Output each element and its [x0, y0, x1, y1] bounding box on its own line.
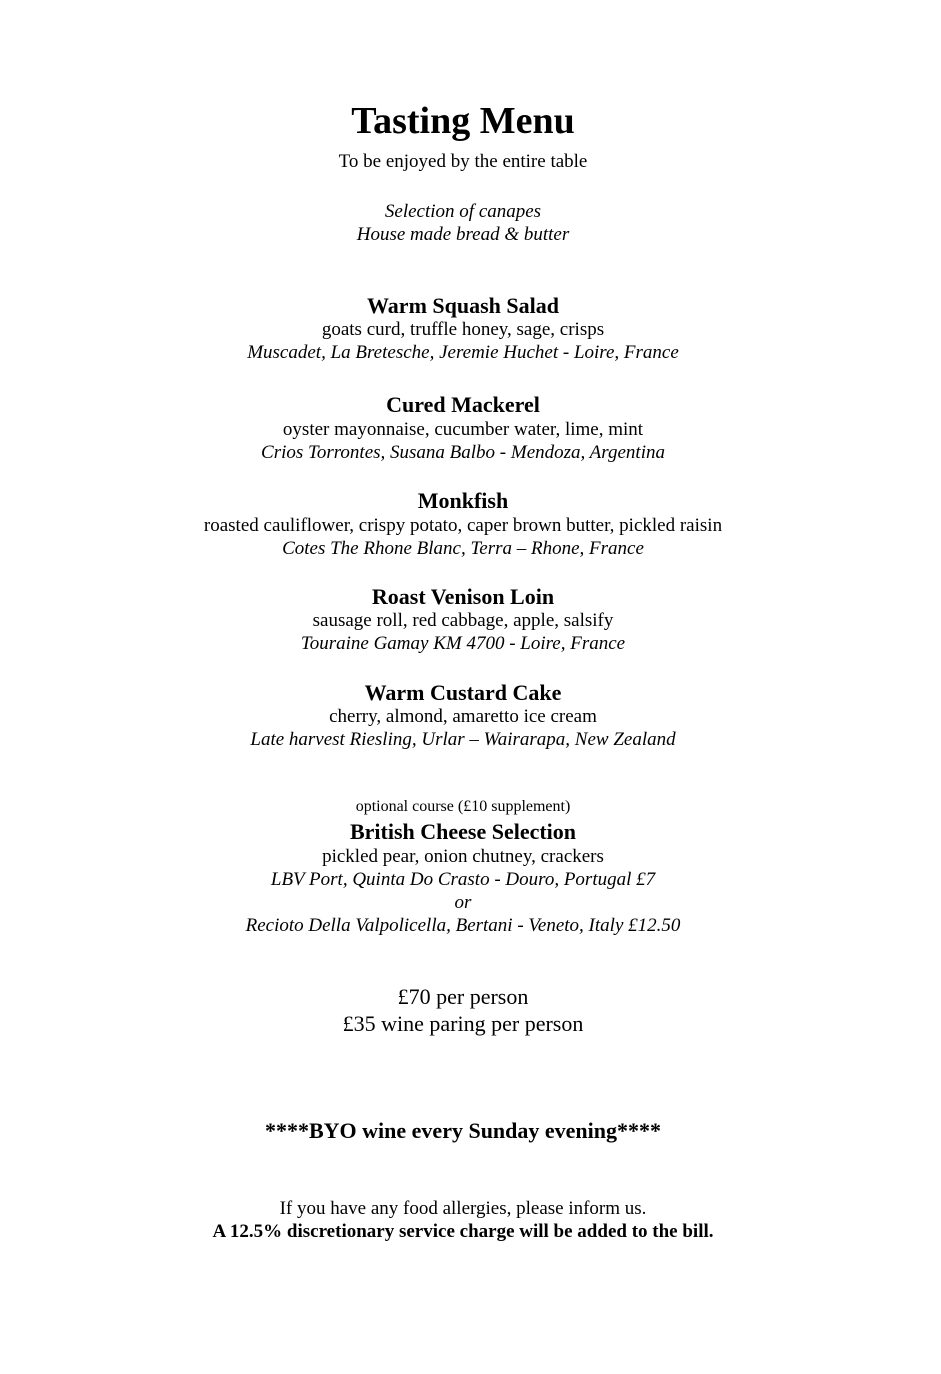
service-charge-notice: A 12.5% discretionary service charge will be added to the bill. [212, 1221, 714, 1242]
course-description: goats curd, truffle honey, sage, crisps [321, 319, 605, 340]
optional-course-or: or [454, 892, 472, 913]
course-description: roasted cauliflower, crispy potato, caper brown butter, pickled raisin [203, 515, 723, 536]
bread-note: House made bread & butter [356, 224, 570, 245]
course-title: Monkfish [417, 488, 509, 513]
course-wine: Late harvest Riesling, Urlar – Wairarapa, New Zealand [250, 729, 676, 750]
course-wine: Cotes The Rhone Blanc, Terra – Rhone, France [282, 538, 644, 559]
course-description: sausage roll, red cabbage, apple, salsify [312, 610, 614, 631]
course-description: oyster mayonnaise, cucumber water, lime, mint [282, 419, 644, 440]
course-title: Warm Custard Cake [364, 680, 562, 705]
optional-course-wine-2: Recioto Della Valpolicella, Bertani - Veneto, Italy £12.50 [245, 915, 681, 936]
course-wine: Crios Torrontes, Susana Balbo - Mendoza, Argentina [261, 442, 665, 463]
course-title: Roast Venison Loin [371, 584, 555, 609]
page-subtitle: To be enjoyed by the entire table [338, 151, 588, 172]
price-per-person: £70 per person [397, 984, 529, 1009]
optional-course-note: optional course (£10 supplement) [355, 798, 571, 815]
wine-pairing-price: £35 wine paring per person [342, 1011, 584, 1036]
optional-course-title: British Cheese Selection [349, 819, 577, 844]
course-wine: Muscadet, La Bretesche, Jeremie Huchet - Loire, France [247, 342, 679, 363]
course-title: Warm Squash Salad [367, 293, 559, 318]
page-title: Tasting Menu [351, 100, 575, 142]
allergy-notice: If you have any food allergies, please inform us. [279, 1198, 647, 1219]
course-wine: Touraine Gamay KM 4700 - Loire, France [300, 633, 626, 654]
byo-notice: ****BYO wine every Sunday evening**** [264, 1118, 662, 1143]
optional-course-wine-1: LBV Port, Quinta Do Crasto - Douro, Portugal £7 [270, 869, 656, 890]
course-title: Cured Mackerel [386, 392, 540, 417]
canapes-note: Selection of canapes [384, 201, 542, 222]
course-description: cherry, almond, amaretto ice cream [329, 706, 597, 727]
optional-course-description: pickled pear, onion chutney, crackers [322, 846, 604, 867]
